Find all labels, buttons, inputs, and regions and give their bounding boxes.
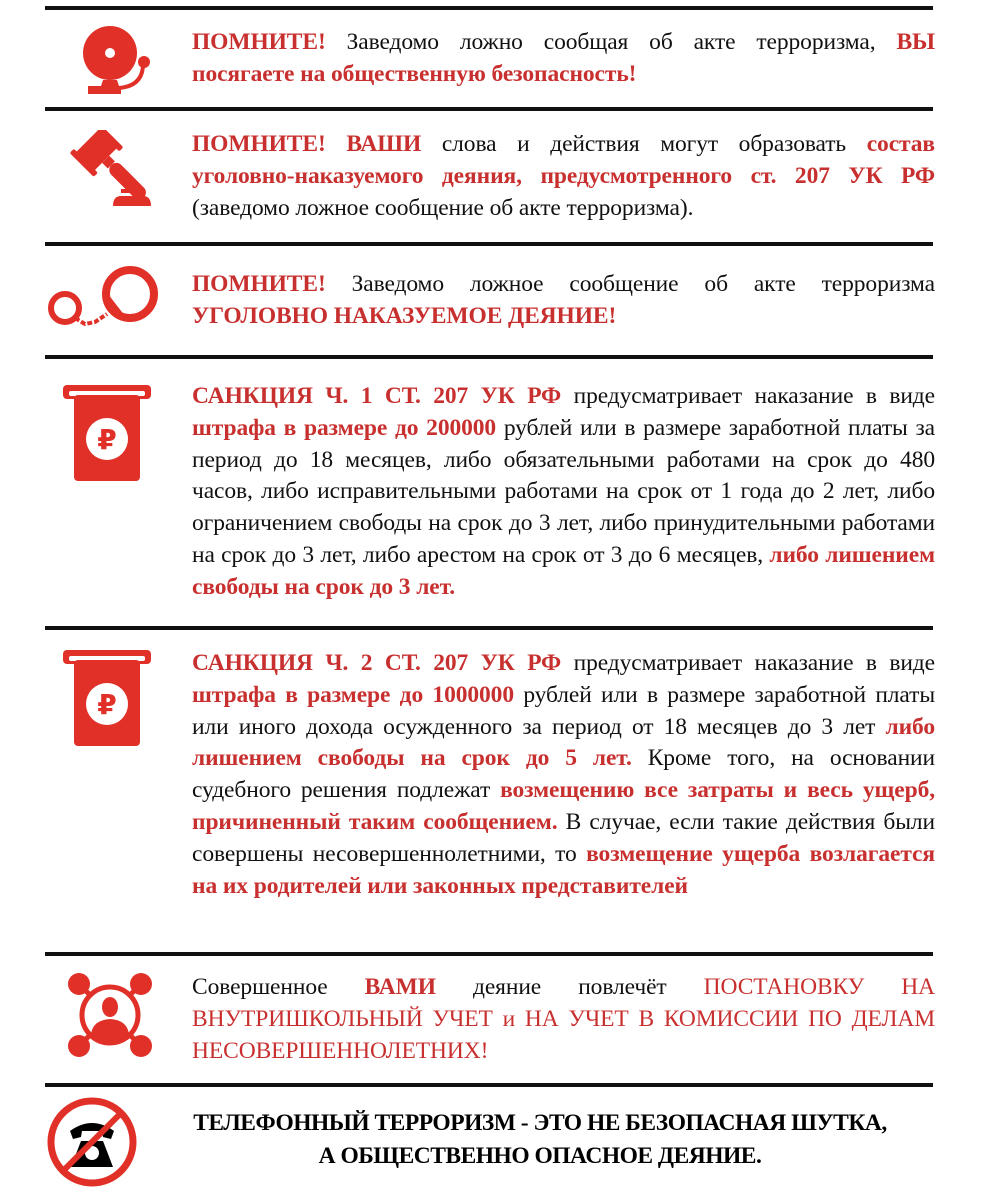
divider: [45, 626, 933, 630]
divider: [45, 107, 933, 111]
highlight: либо лишением свободы на срок до 5 лет.: [192, 713, 935, 772]
svg-text:₽: ₽: [97, 688, 117, 721]
section-4-text: [192, 381, 935, 604]
highlight: состав уголовно-наказуемого деяния, предусмотренного ст. 207 УК РФ: [192, 131, 936, 189]
highlight: ПОМНИТЕ!: [192, 271, 326, 297]
highlight: ПОМНИТЕ!: [192, 29, 326, 55]
section-5-text: [192, 648, 935, 902]
svg-text:₽: ₽: [97, 423, 117, 456]
highlight: САНКЦИЯ Ч. 2 СТ. 207 УК РФ: [192, 650, 562, 676]
ruble-receipt-icon: [62, 648, 152, 748]
no-phone-icon: [45, 1095, 139, 1189]
highlight: штрафа в размере до 200000: [192, 414, 497, 441]
body-text: Заведомо ложно сообщая об акте терроризма,: [325, 29, 897, 55]
section-2-text: [192, 129, 935, 224]
body-text: Совершенное: [192, 974, 365, 1000]
highlight: ПОМНИТЕ! ВАШИ: [192, 131, 422, 157]
gavel-icon: [55, 130, 155, 215]
body-text: В случае, если такие действия были совершены несовершеннолетними, то: [192, 808, 935, 867]
handcuffs-icon: [45, 264, 165, 334]
highlight: возмещению все затраты и весь ущерб, причиненный таким сообщением.: [192, 777, 935, 835]
body-text: Заведомо ложное сообщение об акте терроризма: [325, 271, 935, 297]
ruble-receipt-icon: [62, 383, 152, 483]
highlight: УГОЛОВНО НАКАЗУЕМОЕ ДЕЯНИЕ!: [192, 302, 617, 329]
body-text: предусматривает наказание в виде: [561, 383, 935, 409]
divider: [45, 952, 933, 956]
body-text: предусматривает наказание в виде: [561, 650, 935, 676]
alarm-bell-icon: [75, 20, 160, 95]
body-text: рублей или в размере заработной платы за период до 18 месяцев, либо обязательными работами на срок до 480 часов, либо исправительными работами на срок от 1 года до 2 лет, либо ограничением свободы на срок до 3 лет, либо принудительными работами на срок до 3 лет, либо арестом на срок от 3 до 6 месяцев,: [192, 414, 935, 568]
highlight: САНКЦИЯ Ч. 1 СТ. 207 УК РФ: [192, 383, 562, 409]
footer-line-1: ТЕЛЕФОННЫЙ ТЕРРОРИЗМ - ЭТО НЕ БЕЗОПАСНАЯ ШУТКА,: [193, 1110, 887, 1136]
body-text: слова и действия могут образовать: [421, 131, 867, 157]
highlight: возмещение ущерба возлагается на их родителей или законных представителей: [192, 840, 935, 899]
highlight: ВАМИ: [364, 974, 436, 1000]
highlight: ПОСТАНОВКУ НА ВНУТРИШКОЛЬНЫЙ УЧЕТ и НА УЧЕТ В КОМИССИИ ПО ДЕЛАМ НЕСОВЕРШЕННОЛЕТНИХ!: [192, 974, 935, 1064]
divider: [45, 355, 933, 359]
divider: [45, 242, 933, 246]
body-text: деяние повлечёт: [435, 974, 704, 1000]
body-text: (заведомо ложное сообщение об акте терроризма).: [192, 194, 694, 221]
section-1-text: [192, 27, 935, 91]
divider: [45, 6, 933, 10]
body-text: рублей или в размере заработной платы или иного дохода осужденного за период от 18 месяцев до 3 лет: [192, 681, 936, 740]
body-text: Кроме того, на основании судебного решения подлежат: [192, 745, 935, 804]
person-network-icon: [65, 970, 155, 1060]
section-6-text: [192, 972, 935, 1067]
section-3-text: [192, 269, 935, 333]
footer-line-2: А ОБЩЕСТВЕННО ОПАСНОЕ ДЕЯНИЕ.: [318, 1143, 762, 1169]
divider: [45, 1083, 933, 1087]
highlight: либо лишением свободы на срок до 3 лет.: [192, 541, 935, 600]
highlight: штрафа в размере до 1000000: [192, 681, 514, 708]
highlight: ВЫ посягаете на общественную безопасность!: [192, 29, 935, 87]
